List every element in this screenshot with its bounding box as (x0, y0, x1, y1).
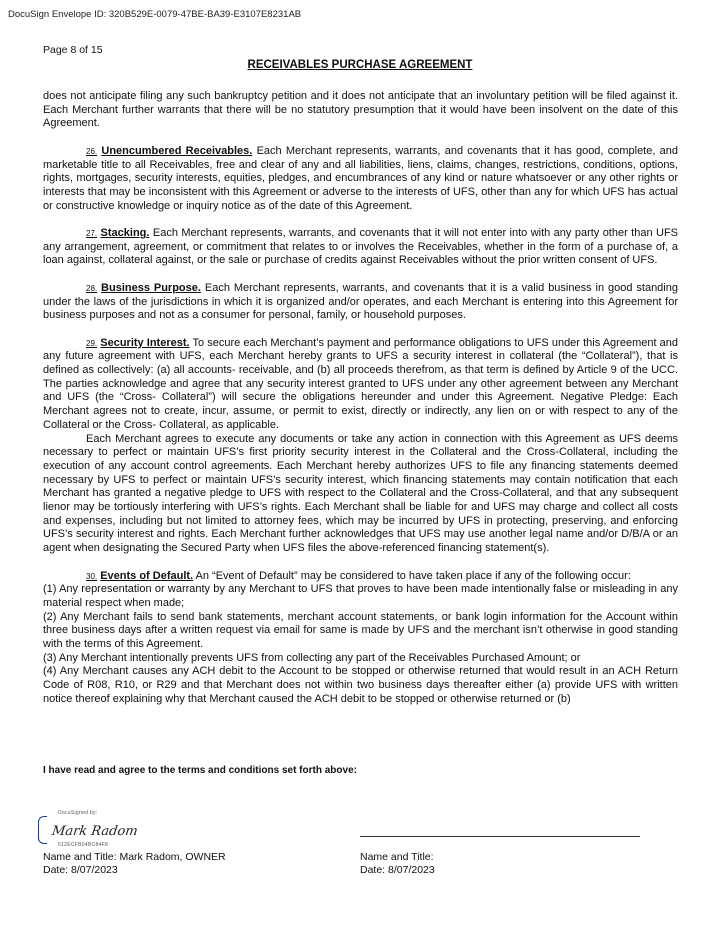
section-29-continued (43, 433, 678, 556)
section-number: 26. (86, 146, 98, 156)
section-number: 27. (86, 229, 98, 238)
signer-left-date: Date: 8/07/2023 (43, 864, 118, 876)
section-29 (43, 337, 678, 433)
signer-right-block (360, 851, 435, 877)
signer-right-date: Date: 8/07/2023 (360, 864, 435, 876)
section-number: 30. (86, 571, 98, 581)
section-text: Each Merchant represents, warrants, and covenants that it will not enter into with any party other than UFS any arrangement, agreement, or commitment that relates to or involves the Receivables, whether in the form of a purchase of, a loan against, collateral against, or the sale or purchase of credits against Receivables without the prior written consent of UFS. (43, 227, 678, 267)
section-text: An “Event of Default” may be considered to have taken place if any of the following occur: (193, 569, 631, 582)
default-item-3: (3) Any Merchant intentionally prevents UFS from collecting any part of the Receivables Purchased Amount; or (43, 651, 581, 664)
document-title: RECEIVABLES PURCHASE AGREEMENT (247, 59, 473, 71)
default-item-4: (4) Any Merchant causes any ACH debit to the Account to be stopped or otherwise returned that would result in an ACH Return Code of R08, R10, or R29 and that Merchant does not within two business days thereafter either (a) provide UFS with written notice thereof explaining why that Merchant caused the ACH debit to be stopped or otherwise returned or (b) (43, 665, 678, 705)
section-number: 28. (86, 283, 98, 293)
signature-line-right (360, 836, 640, 837)
section-text: Each Merchant represents, warrants, and covenants that it has good, complete, and marketable title to all Receivables, free and clear of any and all liabilities, liens, claims, changes, restrictions, conditions, options, rights, mortgages, security interests, equities, pledges, and encumbrances of any kind or nature whatsoever or any other rights or interests that may be inconsistent with this Agreement or adverse to the interests of UFS, other than any for which UFS has actual or constructive knowledge or inquiry notice as of the date of this Agreement. (43, 144, 678, 212)
section-heading: Events of Default. (100, 569, 194, 582)
default-item-2: (2) Any Merchant fails to send bank statements, merchant account statements, or bank login information for the Account within three business days after a written request via email for same is made by UFS and the merchant isn’t otherwise in good standing with the terms of this Agreement. (43, 610, 678, 651)
section-number: 29. (86, 338, 98, 348)
signer-right-name-title: Name and Title: (360, 851, 434, 863)
section-heading: Security Interest. (100, 336, 190, 349)
signature-bracket (38, 816, 47, 844)
section-text: To secure each Merchant’s payment and performance obligations to UFS under this Agreement and any future agreement with UFS, each Merchant hereby grants to UFS a security interest in collateral (the “Collateral”), that is defined as collectively: (a) all accounts- receivable, and (b) all proceeds therefrom, as that term is defined by Article 9 of the UCC. The parties acknowledge and agree that any security interest granted to UFS under any other agreement between any Merchant and UFS (the “Cross- Collateral”) will secure the obligations hereunder and under this Agreement. Negative Pledge: Each Merchant agrees not to create, incur, assume, or permit to exist, directly or indirectly, any lien on or with respect to any of the Collateral or the Cross- Collateral, as applicable. (43, 336, 678, 431)
signature-script: Mark Radom (50, 824, 139, 839)
section-30 (43, 570, 678, 584)
section-26 (43, 145, 678, 214)
section-text-continued: Each Merchant agrees to execute any documents or take any action in connection with this Agreement as UFS deems necessary to perfect or maintain UFS’s first priority security interest in the Collateral and the Cross-Collateral, including the execution of any account control agreements. Each Merchant hereby authorizes UFS to file any financing statements deemed necessary by UFS to perfect or maintain UFS’s security interest, which financing statements may contain notification that each Merchant has granted a negative pledge to UFS with respect to the Collateral and the Cross-Collateral, and that any subsequent lienor may be tortiously interfering with UFS’s rights. Each Merchant shall be liable for and UFS may charge and collect all costs and expenses, including but not limited to attorney fees, which may be incurred by UFS in protecting, preserving, and enforcing UFS’s security interest and rights. Each Merchant further acknowledges that UFS may use another legal name and/or D/B/A or an agent when designating the Secured Party when UFS files the above-referenced financing statement(s). (43, 432, 678, 555)
docusign-code: 512ECFB04BC84F8 (58, 842, 109, 848)
section-28 (43, 282, 678, 323)
section-heading: Stacking. (100, 227, 150, 239)
intro-paragraph: does not anticipate filing any such bankruptcy petition and it does not anticipate that an involuntary petition will be filed against it. Each Merchant further warrants that there will be no statutory presumption that it would have been insolvent on the date of this Agreement. (43, 90, 678, 130)
envelope-id: DocuSign Envelope ID: 320B529E-0079-47BE-BA39-E3107E8231AB (8, 9, 302, 20)
docusigned-by-label: DocuSigned by: (58, 810, 98, 816)
section-heading: Unencumbered Receivables. (101, 144, 253, 157)
acknowledgement-text: I have read and agree to the terms and conditions set forth above: (43, 765, 357, 776)
docusign-signature (38, 810, 148, 848)
default-item-1: (1) Any representation or warranty by any Merchant to UFS that proves to have been made intentionally false or misleading in any material respect when made; (43, 583, 678, 609)
agreement-body (43, 90, 678, 707)
section-text: Each Merchant represents, warrants, and covenants that it is a valid business in good standing under the laws of the jurisdictions in which it is organized and/or operates, and each Merchant is entering into this Agreement for business purposes and not as a consumer for personal, family, or household purposes. (43, 281, 678, 322)
section-27 (43, 227, 678, 268)
signer-left-name-title: Name and Title: Mark Radom, OWNER (43, 851, 226, 863)
section-heading: Business Purpose. (101, 281, 201, 294)
page-number: Page 8 of 15 (43, 44, 103, 56)
signer-left-block (43, 851, 226, 877)
